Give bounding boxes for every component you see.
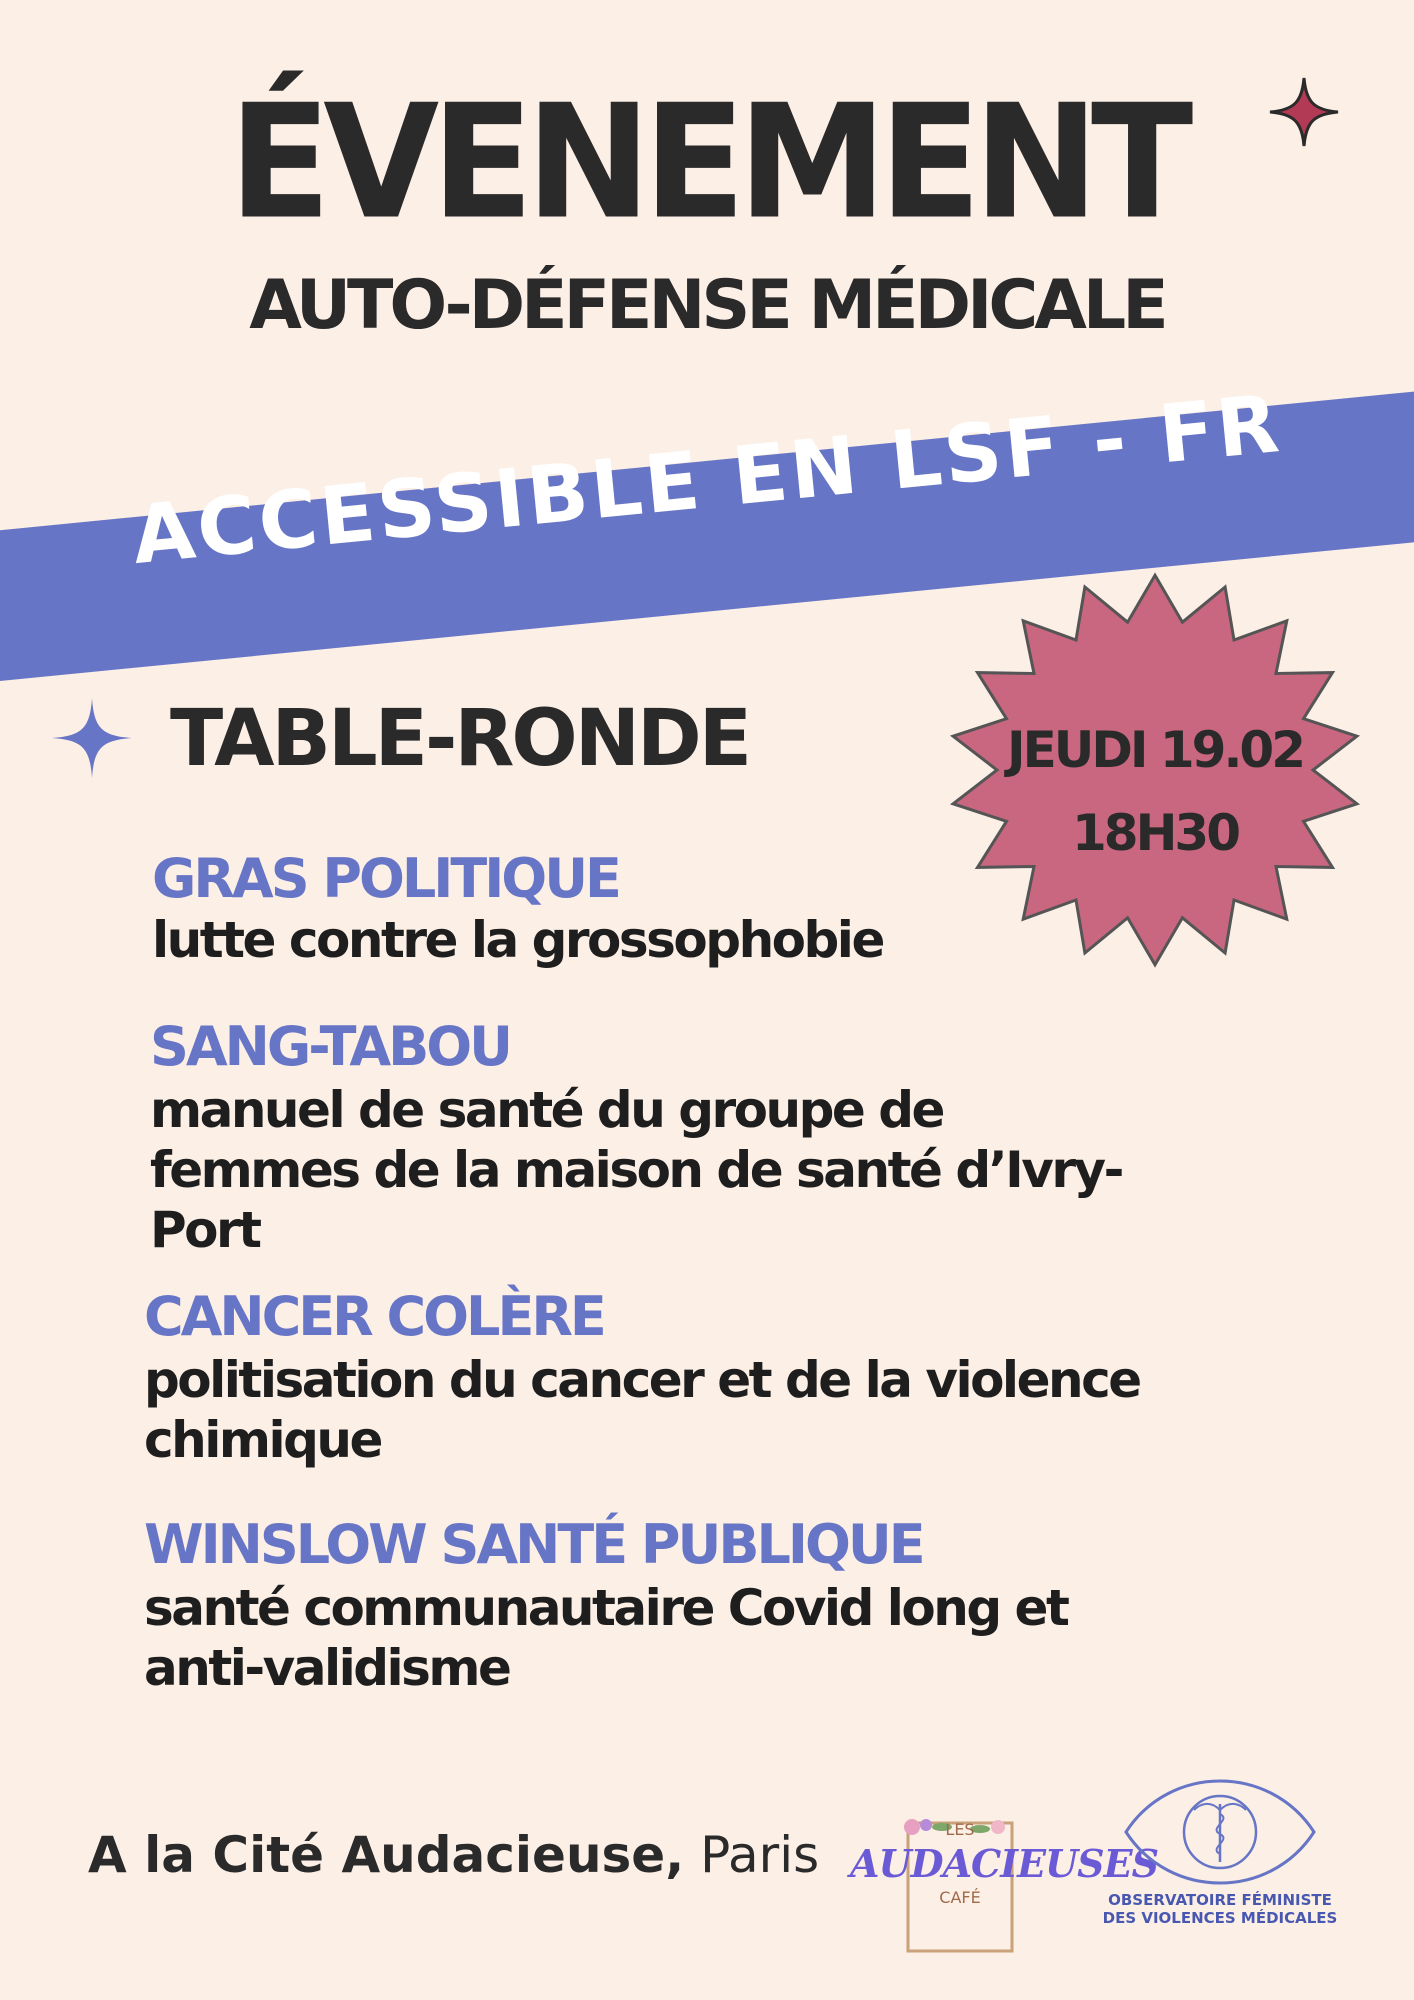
section-title: TABLE-RONDE [170, 694, 750, 784]
event-time: 18H30 [1071, 804, 1238, 862]
venue-city: Paris [700, 1826, 820, 1884]
event-date: JEUDI 19.02 [1006, 721, 1304, 779]
cafe-logo-name: AUDACIEUSES [850, 1841, 1159, 1886]
speaker-desc-sang-tabou-line3: Port [150, 1201, 260, 1259]
venue [88, 1826, 820, 1884]
event-title: ÉVENEMENT [228, 71, 1186, 255]
speaker-desc-winslow-line2: anti-validisme [144, 1639, 510, 1697]
speaker-title-sang-tabou: SANG-TABOU [150, 1015, 511, 1078]
speaker-title-gras-politique: GRAS POLITIQUE [152, 847, 619, 910]
observatoire-text-line2: DES VIOLENCES MÉDICALES [1102, 1909, 1338, 1927]
venue-name: A la Cité Audacieuse, [88, 1826, 685, 1884]
speaker-title-cancer-colere: CANCER COLÈRE [144, 1285, 604, 1348]
observatoire-eye-logo [1120, 1770, 1320, 1895]
event-subtitle: AUTO-DÉFENSE MÉDICALE [249, 266, 1165, 345]
speaker-desc-gras-politique: lutte contre la grossophobie [152, 911, 883, 969]
accessibility-banner-text: ACCESSIBLE EN LSF - FR [128, 376, 1286, 583]
sparkle-star-blue-icon [52, 698, 132, 778]
speaker-desc-sang-tabou-line1: manuel de santé du groupe de [150, 1081, 943, 1139]
speaker-title-winslow: WINSLOW SANTÉ PUBLIQUE [144, 1513, 923, 1576]
cafe-logo-bottom-text: CAFÉ [939, 1888, 981, 1907]
speaker-desc-sang-tabou-line2: femmes de la maison de santé d’Ivry- [150, 1141, 1122, 1199]
observatoire-text-line1: OBSERVATOIRE FÉMINISTE [1108, 1891, 1332, 1909]
cafe-logo-top-text: LES [945, 1820, 975, 1839]
speaker-desc-cancer-colere-line2: chimique [144, 1411, 381, 1469]
speaker-desc-winslow-line1: santé communautaire Covid long et [144, 1579, 1068, 1637]
speaker-desc-cancer-colere-line1: politisation du cancer et de la violence [144, 1351, 1140, 1409]
sparkle-star-icon [1268, 76, 1340, 148]
